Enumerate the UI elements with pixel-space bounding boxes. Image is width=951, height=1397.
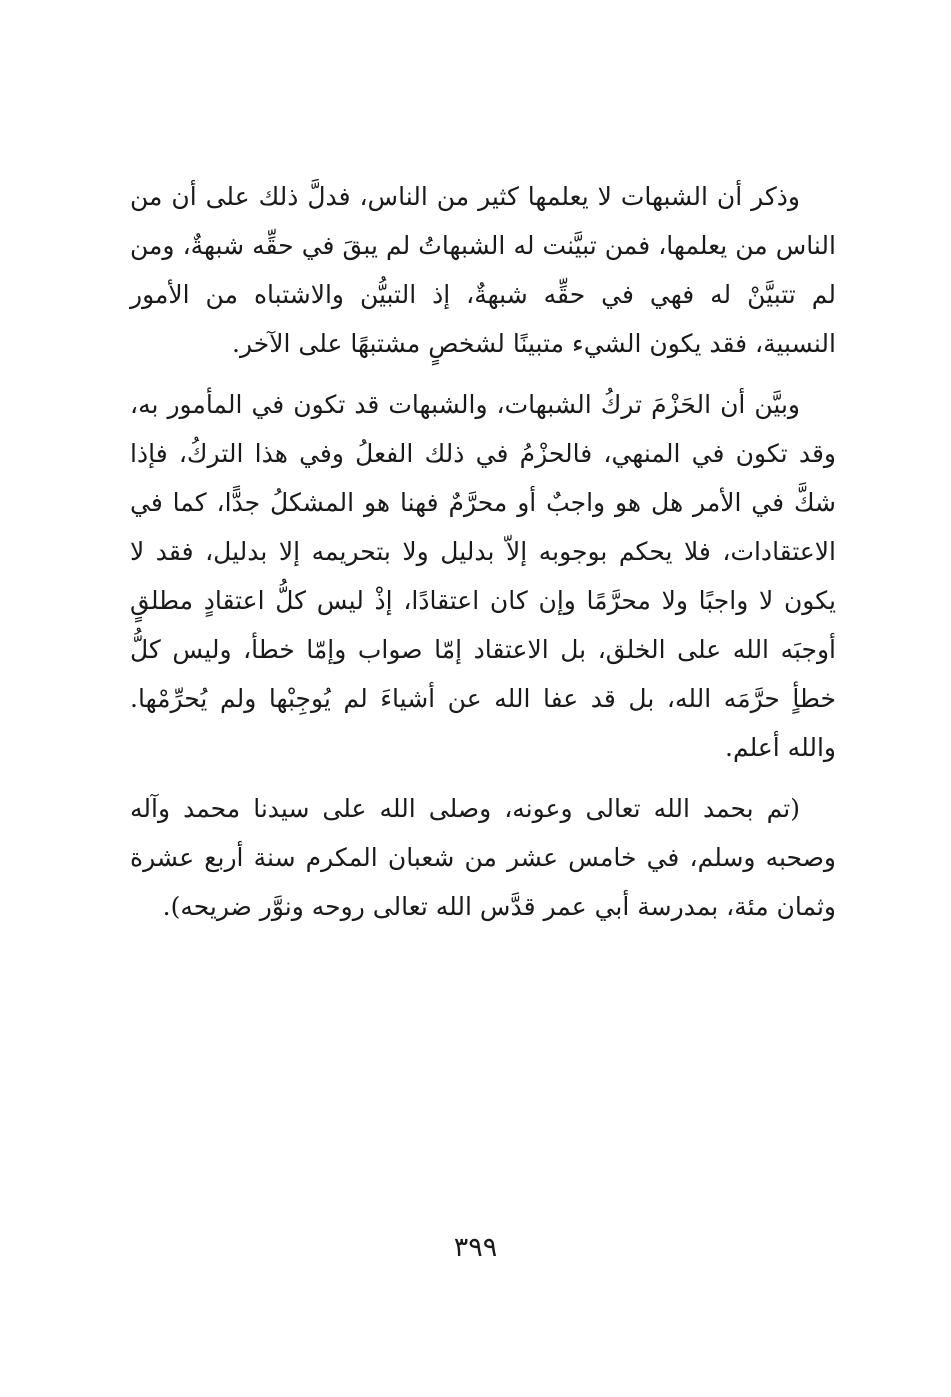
page-number: ٣٩٩ — [453, 1232, 498, 1263]
body-text — [130, 172, 836, 943]
paragraph-2: وبيَّن أن الحَزْمَ تركُ الشبهات، والشبهات قد تكون في المأمور به، وقد تكون في المنهي، فالحزْمُ في ذلك الفعلُ وفي هذا التركُ، فإذا شكَّ في الأمر هل هو واجبٌ أو محرَّمٌ فهنا هو المشكلُ جدًّا، كما في الاعتقادات، فلا يحكم بوجوبه إلاّ بدليل ولا بتحريمه إلا بدليل، فقد لا يكون لا واجبًا ولا محرَّمًا وإن كان اعتقادًا، إذْ ليس كلُّ اعتقادٍ مطلقٍ أوجبَه الله على الخلق، بل الاعتقاد إمّا صواب وإمّا خطأ، وليس كلُّ خطأٍ حرَّمَه الله، بل قد عفا الله عن أشياءَ لم يُوجِبْها ولم يُحرِّمْها. والله أعلم. — [130, 390, 836, 762]
paragraph-1: وذكر أن الشبهات لا يعلمها كثير من الناس، فدلَّ ذلك على أن من الناس من يعلمها، فمن تبيَّنت له الشبهاتُ لم يبقَ في حقِّه شبهةٌ، ومن لم تتبيَّنْ له فهي في حقِّه شبهةٌ، إذ التبيُّن والاشتباه من الأمور النسبية، فقد يكون الشيء متبينًا لشخصٍ مشتبهًا على الآخر. — [130, 182, 836, 358]
paragraph-3: (تم بحمد الله تعالى وعونه، وصلى الله على سيدنا محمد وآله وصحبه وسلم، في خامس عشر من شعبان المكرم سنة أربع عشرة وثمان مئة، بمدرسة أبي عمر قدَّس الله تعالى روحه ونوَّر ضريحه). — [130, 794, 836, 921]
